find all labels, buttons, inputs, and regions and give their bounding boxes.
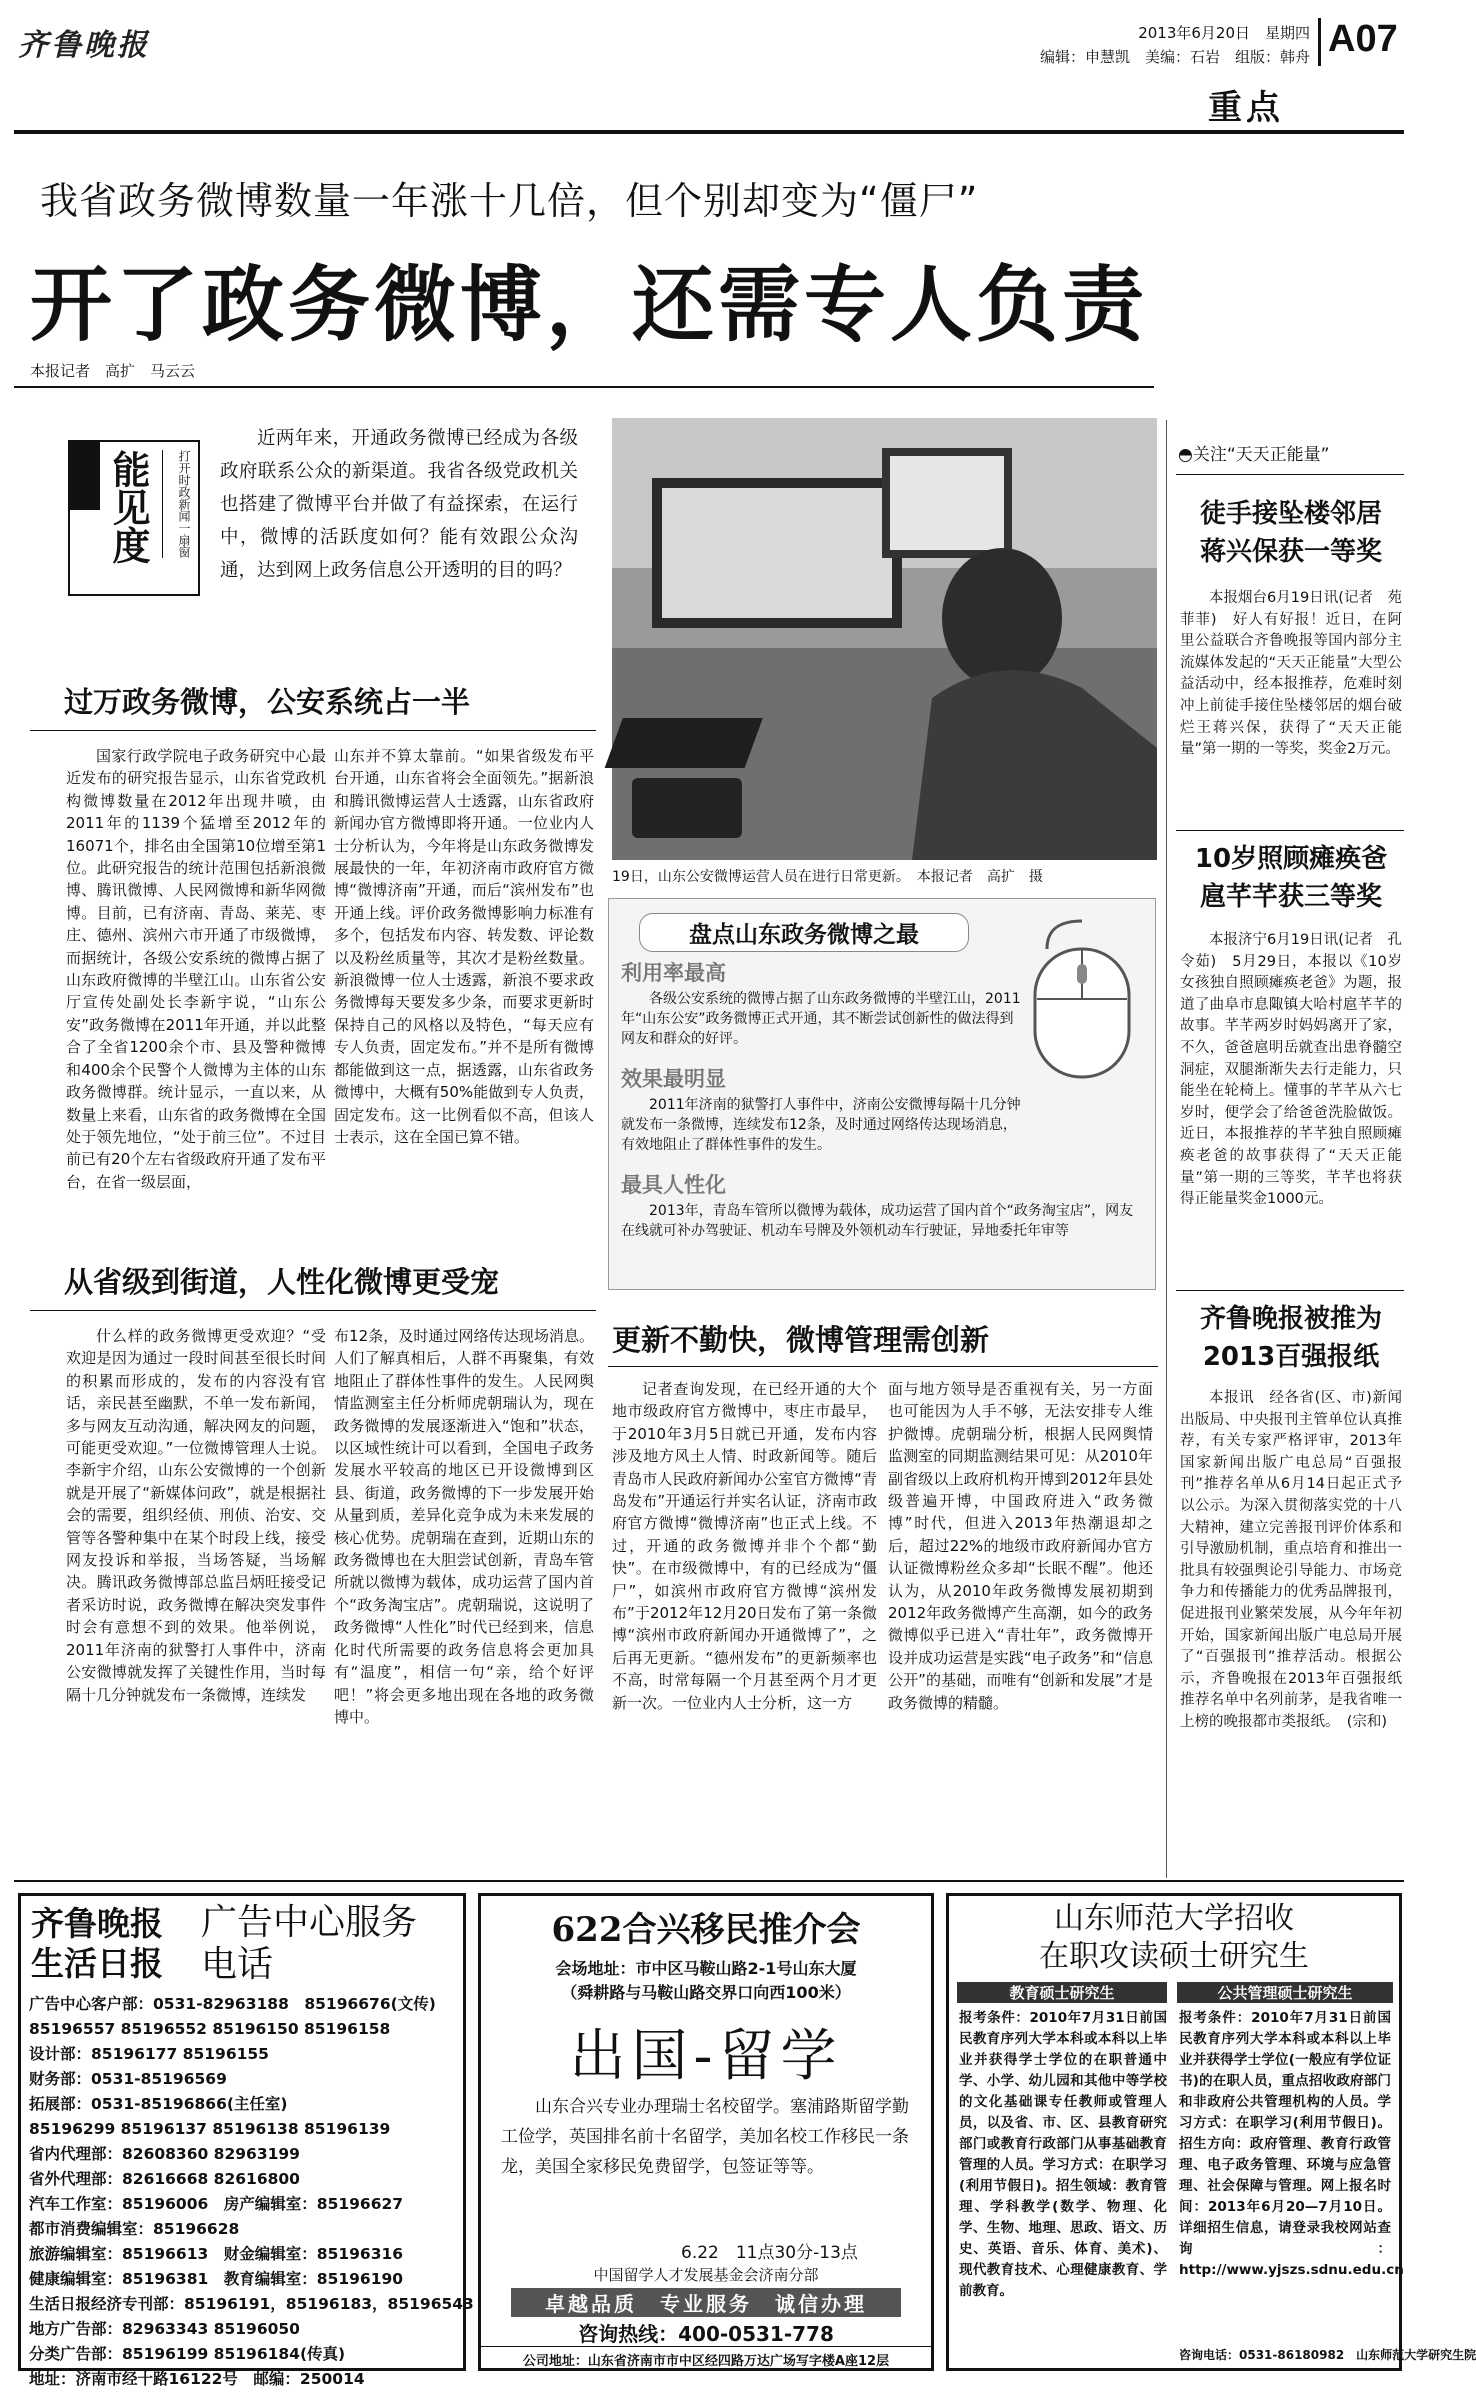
subhead-2: 从省级到街道，人性化微博更受宠 (64, 1265, 500, 1299)
subhead-3: 更新不勤快，微博管理需创新 (612, 1323, 990, 1357)
highlights-box (608, 898, 1156, 1290)
side-rule-1 (1176, 830, 1404, 831)
masthead-logo: 齐鲁晚报 (18, 28, 150, 63)
ad1-line: 健康编辑室：85196381 教育编辑室：85196190 (29, 2270, 404, 2288)
ad2-title: 622合兴移民推介会 (551, 1910, 861, 1950)
side-story-2-text: 本报济宁6月19日讯(记者 孔令茹) 5月29日，本报以《10岁女孩独自照顾瘫痪老爸》为题，报道了曲阜市息陬镇大哈村扈芊芊的故事。芊芊两岁时妈妈离开了家，不久，爸爸扈明岳就查出患脊髓空洞症，双腿渐渐失去行走能力，只能坐在轮椅上。懂事的芊芊从六七岁时，便学会了给爸爸洗脸做饭。近日，本报推荐的芊芊独自照顾瘫痪老爸的故事获得了“天天正能量”第一期的三等奖，芊芊也将获得正能量奖金1000元。 (1180, 932, 1402, 1208)
section-2-text-b: 布12条，及时通过网络传达现场消息。人们了解真相后，人群不再聚集，有效地阻止了群体性事件的发生。人民网舆情监测室主任分析师虎朝瑞认为，现在政务微博的发展逐渐进入“饱和”状态，以区域性统计可以看到，全国电子政务发展水平较高的地区已开设微博到区县、街道，政务微博的下一步发展开始从量到质，差异化竞争成为未来发展的核心优势。虎朝瑞在查到，近期山东的政务微博也在大胆尝试创新，青岛车管所就以微博为载体，成功运营了国内首个“政务淘宝店”。虎朝瑞说，这说明了政务微博“人性化”时代已经到来，信息化时代所需要的政务信息将会更加具有“温度”，相信一句“亲，给个好评吧！”将会更多地出现在各地的政务微博中。 (334, 1327, 594, 1726)
side-story-1-text: 本报烟台6月19日讯(记者 苑菲菲) 好人有好报！近日，在阿里公益联合齐鲁晚报等国内部分主流媒体发起的“天天正能量”大型公益活动中，经本报推荐，危难时刻冲上前徒手接住坠楼邻居的烟台破烂王蒋兴保，获得了“天天正能量”第一期的一等奖，奖金2万元。 (1180, 590, 1402, 758)
side-headline-3: 齐鲁晚报被推为 2013百强报纸 (1199, 1304, 1382, 1372)
ad-immigration-fair (478, 1893, 934, 2371)
highlight-2-heading: 效果最明显 (621, 1067, 726, 1091)
highlight-1-text: 各级公安系统的微博占据了山东政务微博的半壁江山，2011年“山东公安”政务微博正式开通，其不断尝试创新性的做法得到网友和群众的好评。 (621, 991, 1021, 1047)
ad3-tab-2: 公共管理硕士研究生 (1177, 1982, 1393, 2003)
ad3-tab-1: 教育硕士研究生 (957, 1982, 1167, 2003)
ad2-hotline: 咨询热线：400-0531-778 (578, 2322, 834, 2346)
highlight-2-text: 2011年济南的狱警打人事件中，济南公安微博每隔十几分钟就发布一条微博，连续发布12条，及时通过网络传达现场消息，有效地阻止了群体性事件的发生。 (621, 1097, 1021, 1153)
ad1-line: 拓展部：0531-85196866(主任室) (29, 2095, 288, 2113)
ad1-brand: 齐鲁晚报 生活日报 (31, 1904, 163, 1983)
ad1-line: 省内代理部：82608360 82963199 (29, 2145, 300, 2163)
ad1-line: 地方广告部：82963343 85196050 (29, 2320, 300, 2338)
ad1-line: 汽车工作室：85196006 房产编辑室：85196627 (29, 2195, 404, 2213)
subhead-1: 过万政务微博，公安系统占一半 (64, 685, 471, 719)
side-headline-1: 徒手接坠楼邻居 蒋兴保获一等奖 (1199, 499, 1382, 567)
mouse-icon (1017, 919, 1147, 1079)
photo-illustration (612, 418, 1157, 860)
header-rule (14, 130, 1404, 134)
section-2-text-a: 什么样的政务微博更受欢迎？“受欢迎是因为通过一段时间甚至很长时间的积累而形成的，发布的内容没有官话，亲民甚至幽默，不单一发布新闻，多与网友互动沟通，解决网友的问题，可能更受欢迎。”一位微博管理人士说。李新宇介绍，山东公安微博的一个创新就是开展了“新媒体问政”，就是根据社会的需要，组织经侦、刑侦、治安、交管等各警种集中在某个时段上线，接受网友投诉和举报，当场答疑，当场解决。腾讯政务微博部总监吕炳旺接受记者采访时说，政务微博在解决突发事件时会有意想不到的效果。他举例说，2011年济南的狱警打人事件中，济南公安微博就发挥了关键性作用，当时每隔十几分钟就发布一条微博，连续发 (66, 1327, 326, 1704)
section-1-col-b (334, 745, 594, 1317)
ad1-line: 分类广告部：85196199 85196184(传真) (29, 2345, 346, 2363)
headline: 开了政务微博，还需专人负责 (30, 258, 1149, 353)
ad1-line: 旅游编辑室：85196613 财金编辑室：85196316 (29, 2245, 404, 2263)
highlights-box-title: 盘点山东政务微博之最 (639, 913, 969, 952)
side-headline-2: 10岁照顾瘫痪爸 扈芊芊获三等奖 (1194, 844, 1388, 912)
ad1-line: 设计部：85196177 85196155 (29, 2045, 269, 2063)
intro-paragraph: 近两年来，开通政务微博已经成为各级政府联系公众的新渠道。我省各级党政机关也搭建了微博平台并做了有益探索，在运行中，微博的活跃度如何？能有效跟公众沟通，达到网上政务信息公开透明的目的吗？ (220, 428, 578, 581)
section-1-col-a (66, 745, 326, 1317)
ad2-org: 中国留学人才发展基金会济南分部 (593, 2266, 819, 2284)
column-divider (1166, 420, 1167, 1878)
page-number: A07 (1328, 18, 1398, 60)
section-3-col-b (888, 1378, 1153, 1875)
ad3-title: 山东师范大学招收 在职攻读硕士研究生 (1039, 1901, 1309, 1974)
side-story-1 (1180, 588, 1402, 828)
staff-line: 编辑：申慧凯 美编：石岩 组版：韩舟 (1039, 48, 1310, 66)
series-logo-accent (68, 440, 100, 510)
section-label: 重点 (1208, 88, 1284, 128)
section-3-text-a: 记者查询发现，在已经开通的大个地市级政府官方微博中，枣庄市最早，于2010年3月5日就已开通，发布内容涉及地方风土人情、时政新闻等。随后青岛市人民政府新闻办公室官方微博“青岛发布”开通运行并实名认证，济南市政府官方微博“微博济南”也正式上线。不过，开通的政务微博并非个个都“勤快”。在市级微博中，有的已经成为“僵尸”，如滨州市政府官方微博“滨州发布”于2012年12月20日发布了第一条微博“滨州市政府新闻办开通微博了”，之后再无更新。“德州发布”的更新频率也不高，时常每隔一个月甚至两个月才更新一次。一位业内人士分析，这一方 (612, 1380, 877, 1712)
ad1-line: 都市消费编辑室：85196628 (29, 2220, 240, 2238)
ad1-line: 地址：济南市经十路16122号 邮编：250014 (29, 2370, 365, 2388)
highlight-1-heading: 利用率最高 (621, 961, 726, 985)
series-title: 能见度 (106, 450, 150, 564)
photo-caption: 19日，山东公安微博运营人员在进行日常更新。 本报记者 高扩 摄 (612, 869, 1043, 885)
ad3-contact: 咨询电话：0531-86180982 山东师范大学研究生院 (1179, 2348, 1476, 2362)
ad2-venue-1: 会场地址：市中区马鞍山路2-1号山东大厦 (555, 1959, 857, 1978)
ads-rule (14, 1880, 1404, 1882)
side-label-rule (1176, 474, 1404, 475)
ad2-service-slogan: 卓越品质 专业服务 诚信办理 (511, 2288, 901, 2317)
issue-date: 2013年6月20日 星期四 (1138, 24, 1310, 42)
kicker: 我省政务微博数量一年涨十几倍，但个别却变为“僵尸” (40, 179, 979, 223)
side-story-3-text: 本报讯 经各省(区、市)新闻出版局、中央报刊主管单位认真推荐，有关专家严格评审，2013年国家新闻出版广电总局“百强报刊”推荐名单从6月14日起正式予以公示。为深入贯彻落实党的十八大精神，建立完善报刊评价体系和引导激励机制，重点培育和推出一批具有较强舆论引导能力、市场竞争力和传播能力的优秀品牌报刊，促进报刊业繁荣发展，从今年年初开始，国家新闻出版广电总局开展了“百强报刊”推荐活动。根据公示，齐鲁晚报在2013年百强报纸推荐名单中名列前茅，是我省唯一上榜的晚报都市类报纸。 (宗和) (1180, 1390, 1402, 1730)
byline: 本报记者 高扩 马云云 (30, 362, 196, 380)
subhead-1-rule (30, 730, 596, 731)
ad1-line: 广告中心客户部：0531-82963188 85196676(文传) (29, 1995, 436, 2013)
ad1-title: 广告中心服务电话 (201, 1902, 418, 1985)
ad1-line: 85196557 85196552 85196150 85196158 (29, 2020, 391, 2038)
ad-newspaper-hotlines (18, 1893, 474, 2388)
ad2-time: 6.22 11点30分-13点 (681, 2243, 858, 2263)
ad2-venue-2: （舜耕路与马鞍山路交界口向西100米） (561, 1983, 851, 2002)
series-tag: 打开时政新闻一扇窗 (162, 450, 190, 558)
subhead-2-rule (30, 1310, 596, 1311)
ad3-left-text: 报考条件：2010年7月31日前国民教育序列大学本科或本科以上毕业并获得学士学位的在职普通中学、小学、幼儿园和其他中等学校的文化基础课专任教师或管理人员，以及省、市、区、县教育研究部门或教育行政部门从事基础教育管理的人员。学习方式：在职学习(利用节假日)。招生领域：教育管理、学科教学(数学、物理、化学、生物、地理、思政、语文、历史、英语、音乐、体育、美术)、现代教育技术、心理健康教育、学前教育。 (959, 2010, 1167, 2299)
section-2-col-a (66, 1325, 326, 1875)
ad1-line: 财务部：0531-85196569 (29, 2070, 227, 2088)
series-logo (68, 440, 200, 596)
section-3-text-b: 面与地方领导是否重视有关，另一方面也可能因为人手不够，无法安排专人维护微博。虎朝瑞分析，根据人民网舆情监测室的同期监测结果可见：从2010年副省级以上政府机构开博到2012年县处级普遍开博，中国政府进入“政务微博”时代，但进入2013年热潮退却之后，超过22%的地级市政府新闻办官方认证微博粉丝众多却“长眠不醒”。他还认为，从2010年政务微博发展初期到2012年政务微博产生高潮，如今的政务微博似乎已进入“青壮年”，政务微博开设并成功运营是实践“电子政务”和“信息公开”的基础，而唯有“创新和发展”才是政务微博的精髓。 (888, 1380, 1153, 1712)
side-column-label (1178, 440, 1329, 465)
ad1-line: 生活日报经济专刊部：85196191，85196183，85196543 (29, 2295, 474, 2313)
ad-university-graduate (946, 1893, 1476, 2371)
side-story-3 (1180, 1388, 1402, 1876)
highlight-3-heading: 最具人性化 (621, 1173, 726, 1197)
page-number-divider (1318, 18, 1321, 66)
ad1-line: 省外代理部：82616668 82616800 (29, 2170, 300, 2188)
side-rule-2 (1176, 1290, 1404, 1291)
subhead-3-rule (608, 1366, 1158, 1367)
section-1-text-b: 山东并不算太靠前。“如果省级发布平台开通，山东省将会全面领先。”据新浪和腾讯微博运营人士透露，山东省政府新闻办官方微博即将开通。一位业内人士分析认为，今年将是山东政务微博发展最快的一年，年初济南市政府官方微博“微博济南”开通，而后“滨州发布”也开通上线。评价政务微博影响力标准有多个，包括发布内容、转发数、评论数以及粉丝质量等，其次才是粉丝数量。新浪微博一位人士透露，新浪不要求政务微博每天要发多少条，而要求更新时保持自己的风格以及特色，“每天应有专人负责，固定发布。”并不是所有微博都能做到这一点，据透露，山东省政务微博中，大概有50%能做到专人负责，固定发布。这一比例看似不高，但该人士表示，这在全国已算不错。 (334, 747, 594, 1146)
ad2-big-slogan: 出国-留学 (569, 2024, 843, 2089)
highlight-3-text: 2013年，青岛车管所以微博为载体，成功运营了国内首个“政务淘宝店”，网友在线就可补办驾驶证、机动车号牌及外领机动车行驶证，异地委托年审等 (621, 1203, 1134, 1239)
side-column-label-text: 关注“天天正能量” (1192, 445, 1330, 465)
side-story-2 (1180, 930, 1402, 1290)
photo-police-microblog-operator (612, 418, 1157, 860)
ad2-body: 山东合兴专业办理瑞士名校留学。塞浦路斯留学勤工俭学，英国排名前十名留学，美加名校工作移民一条龙，美国全家移民免费留学，包签证等等。 (501, 2097, 909, 2177)
section-2-col-b (334, 1325, 594, 1875)
ad1-lines (29, 1992, 474, 2392)
section-3-col-a (612, 1378, 877, 1875)
side-column-icon: ◓ (1178, 445, 1193, 465)
section-1-text-a: 国家行政学院电子政务研究中心最近发布的研究报告显示，山东省党政机构微博数量在2012年出现井喷，由2011年的1139个猛增至2012年的16071个，排名由全国第10位增至第1位。此研究报告的统计范围包括新浪微博、腾讯微博、人民网微博和新华网微博。目前，已有济南、青岛、莱芜、枣庄、德州、滨州六市开通了市级微博，而据统计，各级公安系统的微博占据了山东政府微博的半壁江山。山东省公安厅宣传处副处长李新宇说，“山东公安”政务微博在2011年开通，并以此整合了全省1200余个市、县及警种微博和400余个民警个人微博为主体的山东政务微博群。统计显示，一直以来，从数量上来看，山东省的政务微博在全国处于领先地位，“处于前三位”。不过目前已有20个左右省级政府开通了发布平台，在省一级层面， (66, 747, 326, 1191)
ad2-address: 公司地址：山东省济南市市中区经四路万达广场写字楼A座12层 (481, 2346, 931, 2369)
ad1-line: 85196299 85196137 85196138 85196139 (29, 2120, 391, 2138)
ad3-right-text: 报考条件：2010年7月31日前国民教育序列大学本科或本科以上毕业并获得学士学位(一般应有学位证书)的在职人员，重点招收政府部门和非政府公共管理机构的人员。学习方式：在职学习(利用节假日)。招生方向：政府管理、教育行政管理、电子政务管理、环境与应急管理、社会保障与管理。网上报名时间：2013年6月20—7月10日。详细招生信息，请登录我校网站查询：http://www.yjszs.sdnu.edu.cn (1179, 2010, 1404, 2278)
lead-rule (14, 386, 1154, 388)
